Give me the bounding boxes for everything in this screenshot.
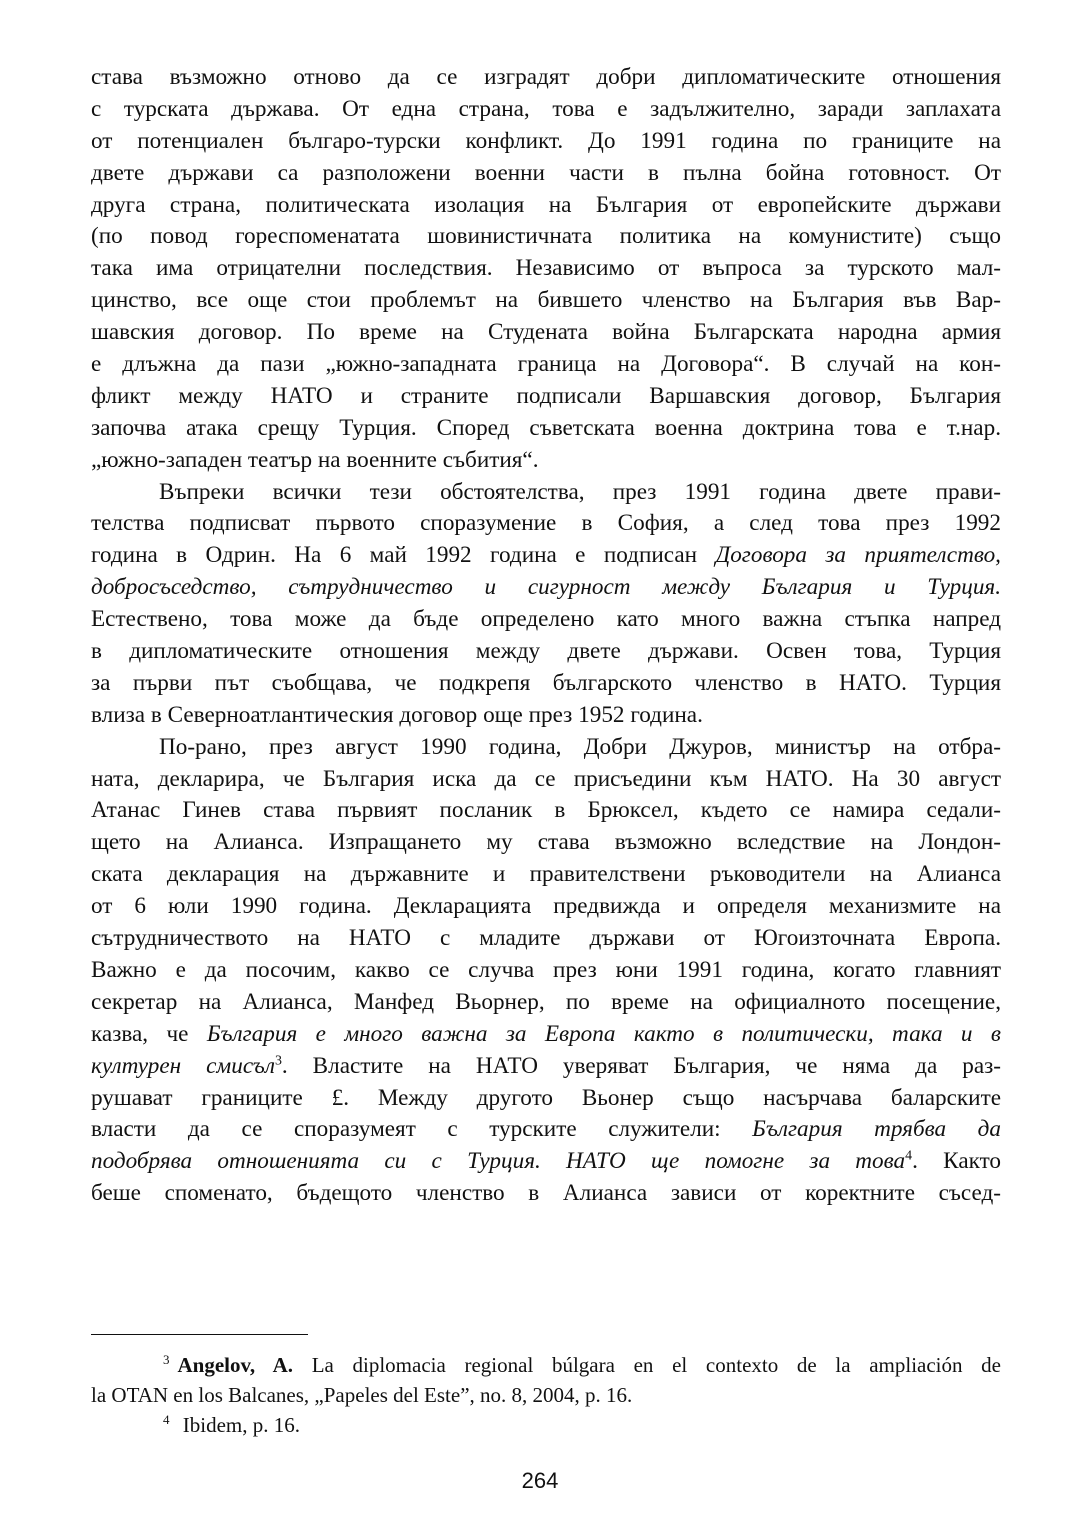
treaty-title-cont: добросъседство, сътрудничество и сигурност между България и Турция. <box>91 574 1001 601</box>
text-line: влиза в Северноатлантическия договор още през 1952 година. <box>91 701 703 728</box>
text-line: става възможно отново да се изградят добри дипломатическите отношения <box>91 64 1001 90</box>
text-line: година в Одрин. На 6 май 1992 година е подписан Договора за приятелство, <box>91 542 1001 569</box>
text-line: (по повод гореспоменатата шовинистичната политика на комунистите) също <box>91 223 1001 250</box>
text-line: шавския договор. По време на Студената война Българската народна армия <box>91 319 1001 346</box>
text-line <box>91 572 1001 604</box>
text-line: така има отрицателни последствия. Независимо от въпроса за турското мал- <box>91 255 1001 282</box>
page-number: 264 <box>521 1468 559 1493</box>
text-line: с турската държава. От една страна, това е задължително, заради заплахата <box>91 95 1001 122</box>
text-line: от 6 юли 1990 година. Декларацията предвижда и определя механизмите на <box>91 893 1001 920</box>
quote-italic: културен смисъл <box>91 1052 275 1079</box>
text-line: Важно е да посочим, какво се случва през юни 1991 година, когато главният <box>91 956 1001 983</box>
text-line: за първи път съобщава, че подкрепя българското членство в НАТО. Турция <box>91 669 1001 696</box>
text-line: Естествено, това може да бъде определено като много важна стъпка напред <box>91 606 1001 633</box>
footnote-3-cont: la OTAN en los Balcanes, „Papeles del Este”, no. 8, 2004, p. 16. <box>91 1383 633 1407</box>
text-line: секретар на Алианса, Манфед Вьорнер, по време на официалното посещение, <box>91 988 1001 1015</box>
text-line: цинство, все още стои проблемът на бившето членство на България във Вар- <box>91 287 1001 314</box>
footnotes <box>91 1350 1001 1440</box>
text-line: подобрява отношенията си с Турция. НАТО ще помогне за това$^4$. Както <box>91 1148 1001 1175</box>
paragraph-2 <box>91 477 1001 732</box>
paragraph-3 <box>91 732 1001 1210</box>
text-line: друга страна, политическата изолация на България от европейските държави <box>91 191 1001 218</box>
paragraph-1 <box>91 62 1001 477</box>
text-line: фликт между НАТО и страните подписали Варшавския договор, България <box>91 382 1001 409</box>
text-line: двете държави са разположени военни части в пълна бойна готовност. От <box>91 159 1001 186</box>
text-line: власти да се споразумеят с турските служители: България трябва да <box>91 1116 1001 1143</box>
text-line: културен смисъл$^3$. Властите на НАТО уверяват България, че няма да раз- <box>91 1052 1001 1079</box>
footnote-divider <box>91 1334 308 1335</box>
footnote-ref-4: 4 <box>905 1148 913 1164</box>
text-line: рушават границите £. Между другото Вьонер също насърчава баларските <box>91 1084 1001 1111</box>
quote-italic: България е много важна за Европа както в политически, така и в <box>206 1020 1001 1047</box>
text-line: ната, декларира, че България иска да се присъедини към НАТО. На 30 август <box>91 765 1001 792</box>
text-line: телства подписват първото споразумение в София, а след това през 1992 <box>91 510 1001 537</box>
text-line: ската декларация на държавните и правителствени ръководители на Алианса <box>91 861 1001 888</box>
footnote-number: 4 <box>163 1412 170 1427</box>
text-line: беше споменато, бъдещото членство в Алианса зависи от коректните съсед- <box>91 1180 1001 1207</box>
treaty-title: Договора за приятелство, <box>715 542 1001 569</box>
text-line: По-рано, през август 1990 година, Добри Джуров, министър на отбра- <box>159 733 1001 760</box>
footnote-number: 3 <box>163 1352 170 1367</box>
text-line: е длъжна да пази „южно-западната граница на Договора“. В случай на кон- <box>91 351 1001 378</box>
footnote-ref-3: 3 <box>274 1052 282 1068</box>
text-line: от потенциален българо-турски конфликт. До 1991 година по границите на <box>91 127 1001 154</box>
text-line: казва, че България е много важна за Европа както в политически, така и в <box>91 1020 1001 1047</box>
quote-italic: България трябва да <box>752 1116 1001 1143</box>
text-line: в дипломатическите отношения между двете държави. Освен това, Турция <box>91 638 1001 665</box>
text-line: сътрудничеството на НАТО с младите държави от Югоизточната Европа. <box>91 925 1001 952</box>
text-line: Въпреки всички тези обстоятелства, през 1991 година двете прави- <box>159 478 1001 505</box>
footnote-3: $^3$ Angelov, A. La diplomacia regional búlgara en el contexto de la ampliación de <box>163 1352 1001 1377</box>
quote-italic: подобрява отношенията си с Турция. НАТО ще помогне за това <box>91 1148 906 1175</box>
text-line: Атанас Гинев става първият посланик в Брюксел, където се намира седали- <box>91 797 1001 824</box>
footnote-4: $^4$ Ibidem, p. 16. <box>163 1412 300 1437</box>
page-body <box>91 62 1001 1210</box>
text-line: започва атака срещу Турция. Според съветската военна доктрина това е т.нар. <box>91 414 1001 441</box>
text-line: щето на Алианса. Изпращането му става възможно вследствие на Лондон- <box>91 829 1001 856</box>
footnote-author: Angelov, A. <box>177 1353 294 1377</box>
text-line: „южно-западен театър на военните събития“. <box>91 446 539 473</box>
